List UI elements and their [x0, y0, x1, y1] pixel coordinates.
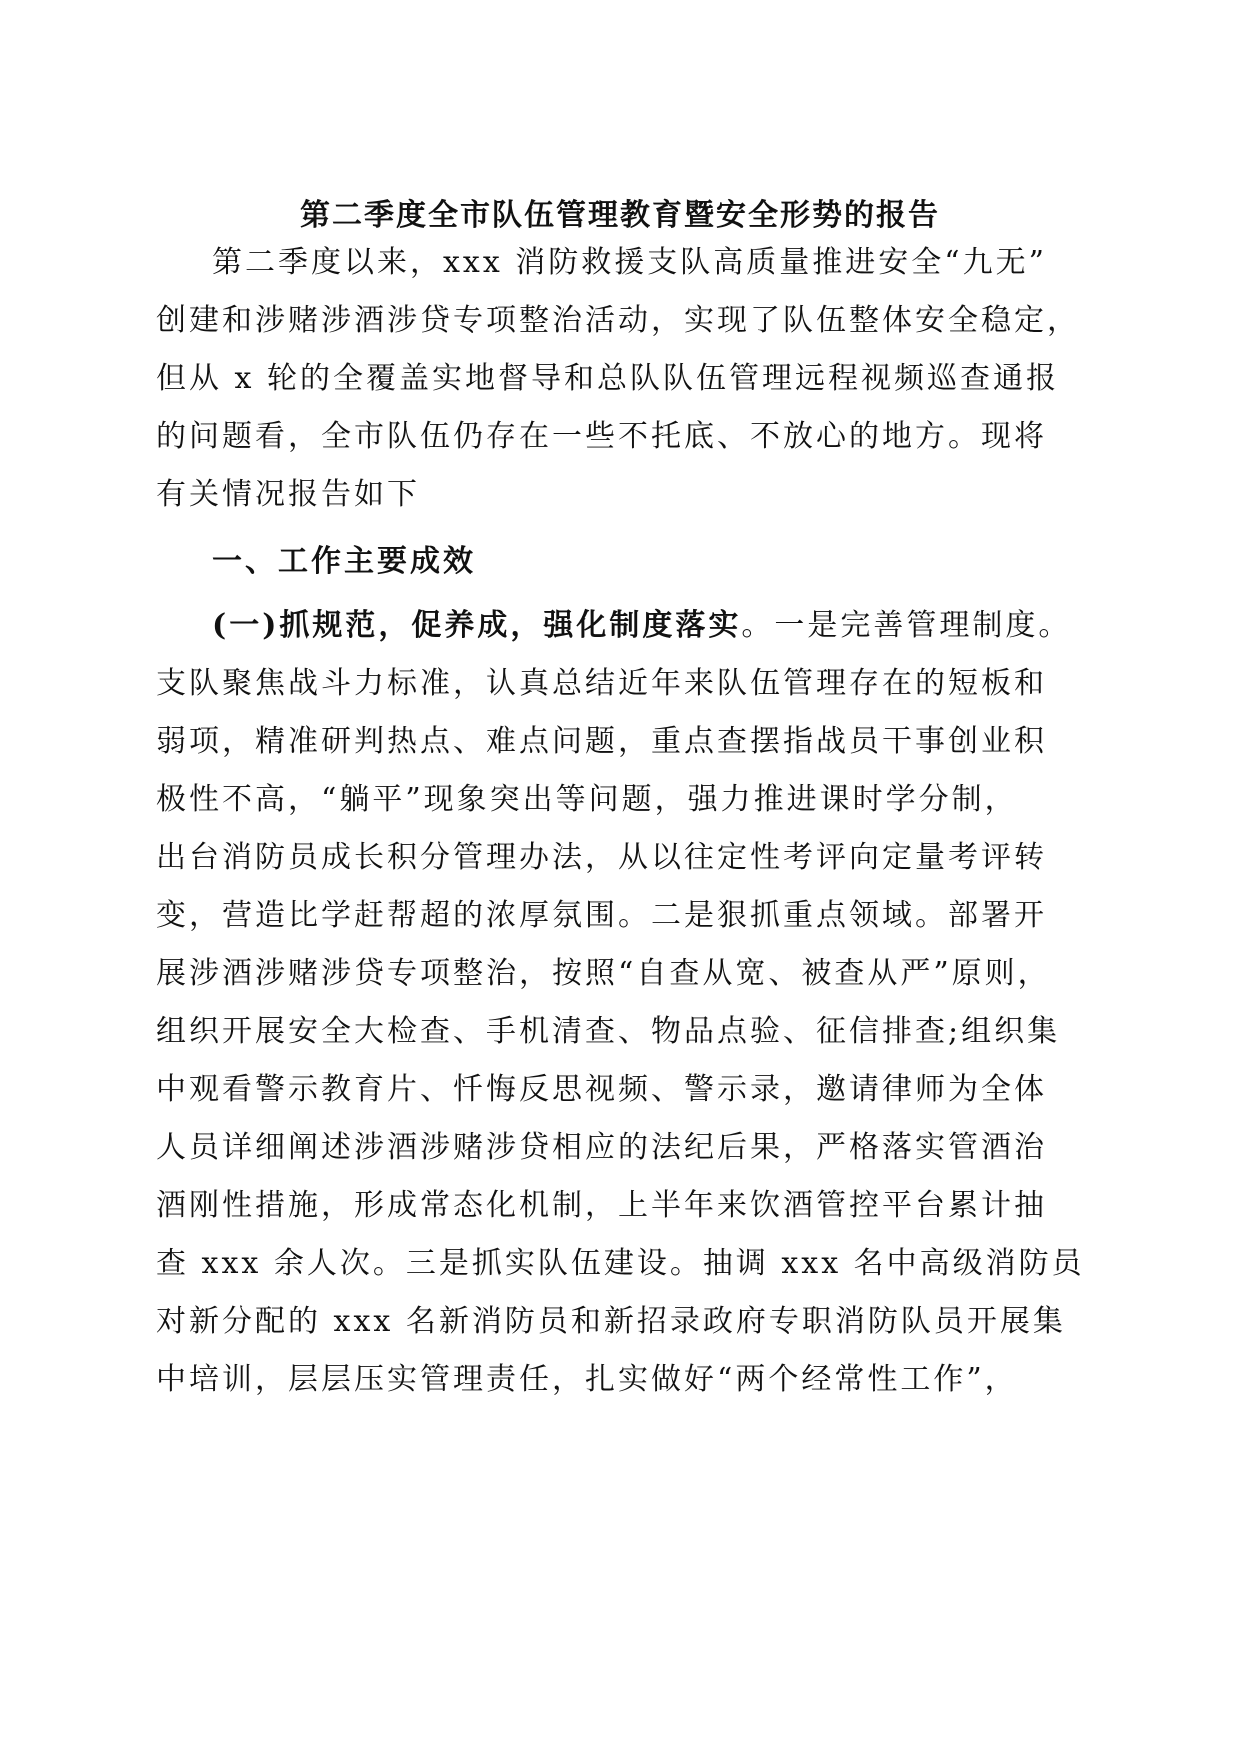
- body-line-3: 极性不高，“躺平”现象突出等问题，强力推进课时学分制，: [156, 782, 1018, 817]
- intro-line-2: 创建和涉赌涉酒涉贷专项整治活动，实现了队伍整体安全稳定，: [156, 303, 1080, 338]
- body-line-13: 中培训，层层压实管理责任，扎实做好“两个经常性工作”，: [156, 1362, 1018, 1397]
- subsection-heading: (一)抓规范，促养成，强化制度落实: [212, 608, 742, 643]
- section-heading: 一、工作主要成效: [212, 544, 476, 579]
- body-line-4: 出台消防员成长积分管理办法，从以往定性考评向定量考评转: [156, 840, 1047, 875]
- body-line-11: 查 xxx 余人次。三是抓实队伍建设。抽调 xxx 名中高级消防员: [156, 1246, 1085, 1281]
- body-line-10: 酒刚性措施，形成常态化机制，上半年来饮酒管控平台累计抽: [156, 1188, 1047, 1223]
- body-line-5: 变，营造比学赶帮超的浓厚氛围。二是狠抓重点领域。部署开: [156, 898, 1047, 933]
- body-line-7: 组织开展安全大检查、手机清查、物品点验、征信排查;组织集: [156, 1014, 1061, 1049]
- intro-line-5: 有关情况报告如下: [156, 477, 420, 512]
- subsection-first-line: [212, 606, 1071, 646]
- body-line-2: 弱项，精准研判热点、难点问题，重点查摆指战员干事创业积: [156, 724, 1047, 759]
- body-line-1: 支队聚焦战斗力标准，认真总结近年来队伍管理存在的短板和: [156, 666, 1047, 701]
- intro-line-1: 第二季度以来，xxx 消防救援支队高质量推进安全“九无”: [212, 245, 1047, 280]
- body-line-8: 中观看警示教育片、忏悔反思视频、警示录，邀请律师为全体: [156, 1072, 1047, 1107]
- subsection-heading-rest: 。一是完善管理制度。: [741, 608, 1072, 643]
- intro-line-3: 但从 x 轮的全覆盖实地督导和总队队伍管理远程视频巡查通报: [156, 361, 1059, 396]
- document-title: 第二季度全市队伍管理教育暨安全形势的报告: [300, 198, 940, 233]
- body-line-6: 展涉酒涉赌涉贷专项整治，按照“自查从宽、被查从严”原则，: [156, 956, 1051, 991]
- intro-line-4: 的问题看，全市队伍仍存在一些不托底、不放心的地方。现将: [156, 419, 1047, 454]
- body-line-12: 对新分配的 xxx 名新消防员和新招录政府专职消防队员开展集: [156, 1304, 1066, 1339]
- body-line-9: 人员详细阐述涉酒涉赌涉贷相应的法纪后果，严格落实管酒治: [156, 1130, 1047, 1165]
